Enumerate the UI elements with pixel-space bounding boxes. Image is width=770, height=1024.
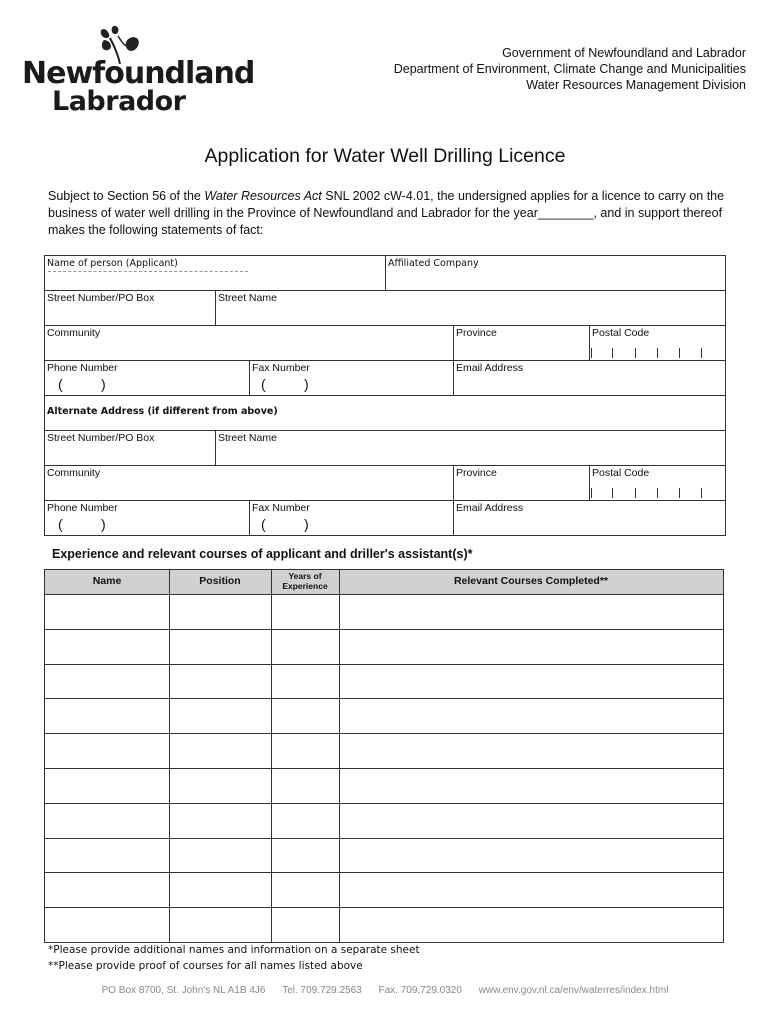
table-cell[interactable] xyxy=(169,839,271,873)
table-cell[interactable] xyxy=(45,595,169,629)
header-line3: Water Resources Management Division xyxy=(526,78,746,92)
alternate-address-heading: Alternate Address (if different from above) xyxy=(47,406,278,417)
applicant-name-field[interactable] xyxy=(44,255,386,291)
table-cell[interactable] xyxy=(45,630,169,664)
footnote-1: *Please provide additional names and information on a separate sheet xyxy=(48,944,420,956)
community-field[interactable] xyxy=(44,325,454,361)
street-name-field[interactable] xyxy=(215,290,726,326)
table-cell[interactable] xyxy=(45,734,169,768)
postal-tick xyxy=(591,488,592,498)
newfoundland-labrador-logo xyxy=(22,24,255,117)
fax-number-field[interactable] xyxy=(249,360,454,396)
intro-part2: SNL 2002 cW-4.01, the undersigned applies for a licence to carry on the business of water well drilling in the Province of Newfoundland and Labrador for the year________, and in support thereof makes the following statements of fact: xyxy=(48,189,725,237)
table-cell[interactable] xyxy=(169,804,271,838)
page-title: Application for Water Well Drilling Licence xyxy=(204,145,566,167)
table-cell[interactable] xyxy=(45,839,169,873)
alt-fax-number-field[interactable] xyxy=(249,500,454,536)
table-cell[interactable] xyxy=(169,734,271,768)
address-tel: Tel. 709.729.2563 xyxy=(282,985,362,996)
applicant-name-label: Name of person (Applicant) xyxy=(47,258,178,269)
alt-street-name-label: Street Name xyxy=(218,432,277,444)
affiliated-company-label: Affiliated Company xyxy=(388,258,479,269)
fax-number-label: Fax Number xyxy=(252,362,310,374)
alternate-address-heading-row xyxy=(44,395,726,431)
phone-number-label: Phone Number xyxy=(47,362,118,374)
table-cell[interactable] xyxy=(45,908,169,942)
table-cell[interactable] xyxy=(271,699,339,733)
table-cell[interactable] xyxy=(45,665,169,699)
alt-province-field[interactable] xyxy=(453,465,590,501)
postal-tick xyxy=(701,348,702,358)
postal-tick xyxy=(657,488,658,498)
postal-tick xyxy=(612,348,613,358)
table-cell[interactable] xyxy=(271,734,339,768)
alt-street-name-field[interactable] xyxy=(215,430,726,466)
alt-street-number-field[interactable] xyxy=(44,430,216,466)
table-cell[interactable] xyxy=(271,839,339,873)
table-cell[interactable] xyxy=(45,769,169,803)
table-cell[interactable] xyxy=(169,665,271,699)
table-cell[interactable] xyxy=(169,630,271,664)
alt-email-address-label: Email Address xyxy=(456,502,524,514)
intro-act: Water Resources Act xyxy=(204,189,322,203)
street-number-label: Street Number/PO Box xyxy=(47,292,155,304)
table-cell[interactable] xyxy=(339,699,723,733)
address-web[interactable]: www.env.gov.nl.ca/env/waterres/index.html xyxy=(478,985,669,996)
table-cell[interactable] xyxy=(339,839,723,873)
phone-number-field[interactable] xyxy=(44,360,250,396)
alt-postal-code-label: Postal Code xyxy=(592,467,650,479)
address-po: PO Box 8700, St. John's NL A1B 4J6 xyxy=(101,985,266,996)
column-header-position: Position xyxy=(199,575,241,587)
alt-street-number-label: Street Number/PO Box xyxy=(47,432,155,444)
name-underline xyxy=(48,271,248,272)
table-cell[interactable] xyxy=(271,873,339,907)
alt-fax-paren-open: ( xyxy=(261,516,266,532)
table-cell[interactable] xyxy=(169,595,271,629)
header-line2: Department of Environment, Climate Change and Municipalities xyxy=(393,62,746,76)
alt-phone-paren-close: ) xyxy=(101,516,106,532)
alt-phone-number-field[interactable] xyxy=(44,500,250,536)
logo-text-line1: Newfoundland xyxy=(22,56,255,91)
postal-tick xyxy=(657,348,658,358)
table-cell[interactable] xyxy=(271,804,339,838)
postal-code-label: Postal Code xyxy=(592,327,650,339)
postal-tick xyxy=(679,348,680,358)
street-number-field[interactable] xyxy=(44,290,216,326)
alt-fax-paren-close: ) xyxy=(304,516,309,532)
email-address-label: Email Address xyxy=(456,362,524,374)
table-cell[interactable] xyxy=(169,908,271,942)
community-label: Community xyxy=(47,327,101,339)
postal-tick xyxy=(679,488,680,498)
province-label: Province xyxy=(456,327,497,339)
table-cell[interactable] xyxy=(271,908,339,942)
phone-paren-close: ) xyxy=(101,376,106,392)
column-header-courses: Relevant Courses Completed** xyxy=(453,575,609,587)
alt-community-label: Community xyxy=(47,467,101,479)
table-cell[interactable] xyxy=(271,769,339,803)
intro-part1: Subject to Section 56 of the xyxy=(48,189,205,203)
postal-tick xyxy=(591,348,592,358)
alt-province-label: Province xyxy=(456,467,497,479)
table-cell[interactable] xyxy=(339,804,723,838)
table-cell[interactable] xyxy=(271,595,339,629)
fax-paren-open: ( xyxy=(261,376,266,392)
affiliated-company-field[interactable] xyxy=(385,255,726,291)
column-header-name: Name xyxy=(92,575,122,587)
header-line1: Government of Newfoundland and Labrador xyxy=(502,46,746,60)
postal-tick xyxy=(635,348,636,358)
table-cell[interactable] xyxy=(45,873,169,907)
footnote-2: **Please provide proof of courses for all names listed above xyxy=(48,960,363,972)
alt-phone-number-label: Phone Number xyxy=(47,502,118,514)
experience-table xyxy=(44,569,724,943)
table-cell[interactable] xyxy=(339,769,723,803)
postal-tick xyxy=(701,488,702,498)
alt-phone-paren-open: ( xyxy=(58,516,63,532)
email-address-field[interactable] xyxy=(453,360,726,396)
table-cell[interactable] xyxy=(169,873,271,907)
fax-paren-close: ) xyxy=(304,376,309,392)
postal-tick xyxy=(635,488,636,498)
table-cell[interactable] xyxy=(169,769,271,803)
table-cell[interactable] xyxy=(339,908,723,942)
experience-heading: Experience and relevant courses of applicant and driller's assistant(s)* xyxy=(52,547,473,561)
table-cell[interactable] xyxy=(271,665,339,699)
province-field[interactable] xyxy=(453,325,590,361)
postal-tick xyxy=(612,488,613,498)
table-cell[interactable] xyxy=(45,804,169,838)
department-header xyxy=(394,45,746,93)
table-cell[interactable] xyxy=(339,665,723,699)
table-cell[interactable] xyxy=(45,699,169,733)
street-name-label: Street Name xyxy=(218,292,277,304)
logo-text-line2: Labrador xyxy=(52,86,186,117)
table-cell[interactable] xyxy=(339,873,723,907)
table-cell[interactable] xyxy=(169,699,271,733)
table-cell[interactable] xyxy=(339,595,723,629)
address-bar xyxy=(0,985,770,996)
table-cell[interactable] xyxy=(271,630,339,664)
intro-paragraph xyxy=(48,188,728,239)
alt-community-field[interactable] xyxy=(44,465,454,501)
table-cell[interactable] xyxy=(339,734,723,768)
table-cell[interactable] xyxy=(339,630,723,664)
phone-paren-open: ( xyxy=(58,376,63,392)
alt-email-address-field[interactable] xyxy=(453,500,726,536)
column-header-years: Years of Experience xyxy=(282,571,328,591)
address-fax: Fax. 709.729.0320 xyxy=(378,985,462,996)
alt-fax-number-label: Fax Number xyxy=(252,502,310,514)
